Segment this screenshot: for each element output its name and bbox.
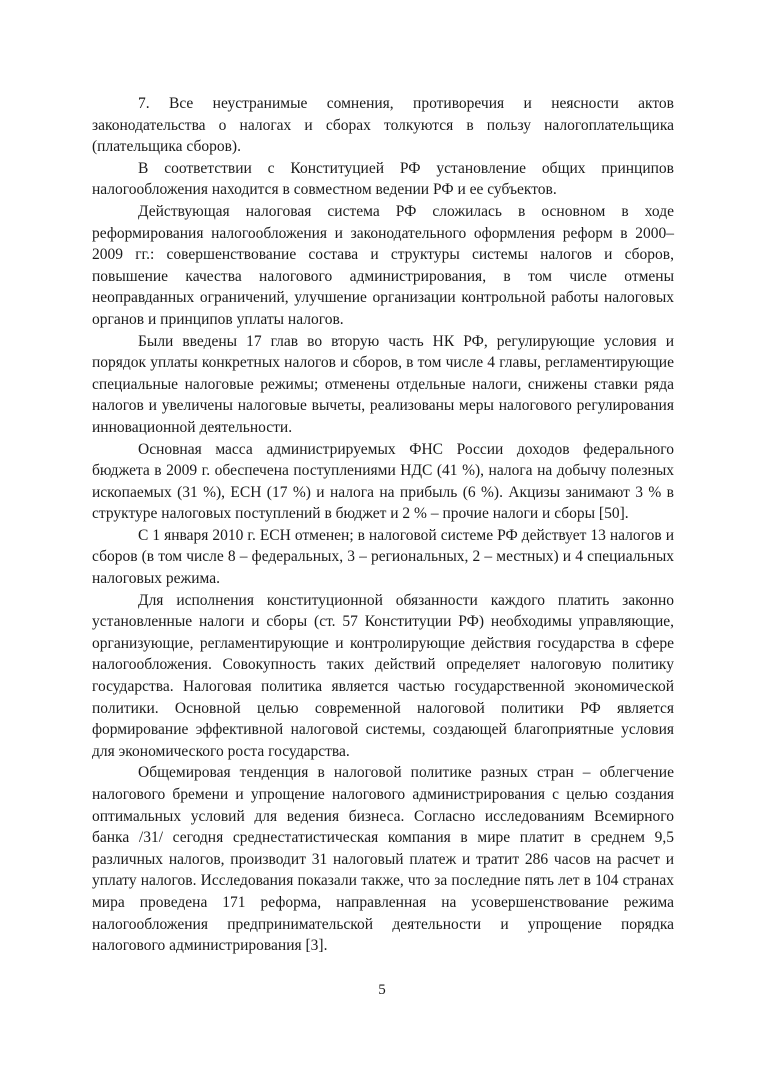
paragraph-2: В соответствии с Конституцией РФ установление общих принципов налогообложения находится в совместном ведении РФ и ее субъектов. [92,159,674,199]
page-body [92,93,674,957]
page-number: 5 [378,982,386,998]
paragraph-6: С 1 января 2010 г. ЕСН отменен; в налоговой системе РФ действует 13 налогов и сборов (в том числе 8 – федеральных, 3 – региональных, 2 – местных) и 4 специальных налоговых режима. [92,526,674,588]
paragraph-8: Общемировая тенденция в налоговой политике разных стран – облегчение налогового бремени и упрощение налогового администрирования с целью создания оптимальных условий для ведения бизнеса. Согласно исследованиям Всемирного банка /31/ сегодня среднестатистическая компания в мире платит в среднем 9,5 различных налогов, производит 31 налоговый платеж и тратит 286 часов на расчет и уплату налогов. Исследования показали также, что за последние пять лет в 104 странах мира проведена 171 реформа, направленная на усовершенствование режима налогообложения предпринимательской деятельности и упрощение порядка налогового администрирования [3]. [92,764,674,955]
paragraph-5: Основная масса администрируемых ФНС России доходов федерального бюджета в 2009 г. обеспечена поступлениями НДС (41 %), налога на добычу полезных ископаемых (31 %), ЕСН (17 %) и налога на прибыль (6 %). Акцизы занимают 3 % в структуре налоговых поступлений в бюджет и 2 % – прочие налоги и сборы [50]. [92,440,674,523]
paragraph-4: Были введены 17 глав во вторую часть НК РФ, регулирующие условия и порядок уплаты конкретных налогов и сборов, в том числе 4 главы, регламентирующие специальные налоговые режимы; отменены отдельные налоги, снижены ставки ряда налогов и увеличены налоговые вычеты, реализованы меры налогового регулирования инновационной деятельности. [92,332,674,436]
paragraph-7: Для исполнения конституционной обязанности каждого платить законно установленные налоги и сборы (ст. 57 Конституции РФ) необходимы управляющие, организующие, регламентирующие и контролирующие действия государства в сфере налогообложения. Совокупность таких действий определяет налоговую политику государства. Налоговая политика является частью государственной экономической политики. Основной целью современной налоговой политики РФ является формирование эффективной налоговой системы, создающей благоприятные условия для экономического роста государства. [92,591,674,760]
paragraph-3: Действующая налоговая система РФ сложилась в основном в ходе реформирования налогообложения и законодательного оформления реформ в 2000–2009 гг.: совершенствование состава и структуры системы налогов и сборов, повышение качества налогового администрирования, в том числе отмены неоправданных ограничений, улучшение организации контрольной работы налоговых органов и принципов уплаты налогов. [92,202,674,328]
paragraph-1: 7. Все неустранимые сомнения, противоречия и неясности актов законодательства о налогах и сборах толкуются в пользу налогоплательщика (плательщика сборов). [92,95,674,156]
